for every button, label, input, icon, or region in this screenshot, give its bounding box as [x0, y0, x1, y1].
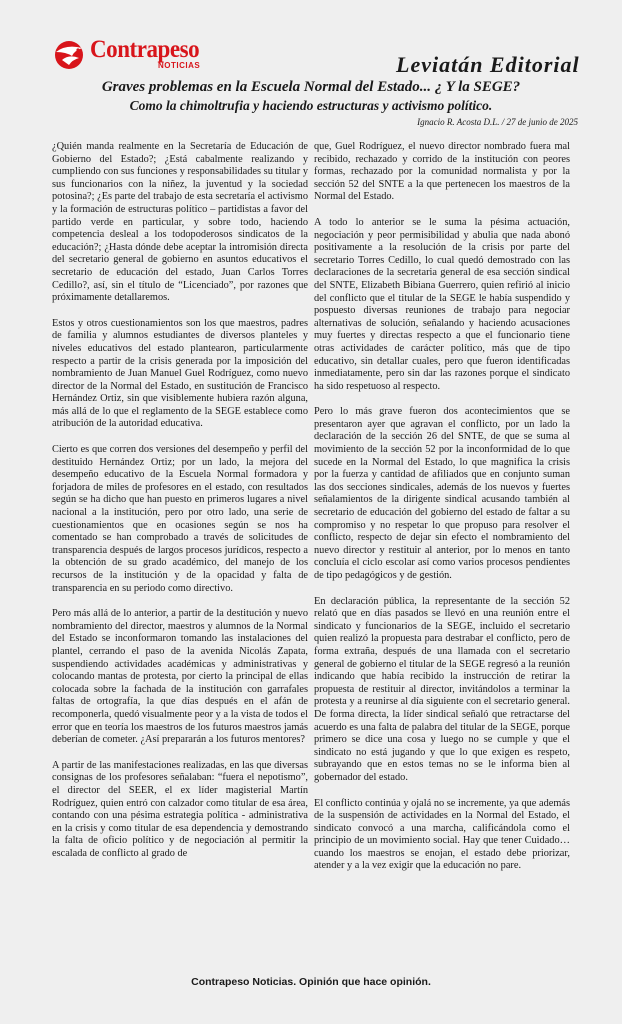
section-name: Leviatán Editorial [396, 52, 580, 77]
article-title: Graves problemas en la Escuela Normal del Estado... ¿ Y la SEGE? [101, 79, 521, 95]
paragraph: que, Guel Rodríguez, el nuevo director nombrado fuera mal recibido, rechazado y corrido de la institución con peores formas, rechazado por la comunidad normalista y por la sección 52 del SNTE a la que pertenecen los maestros de la Normal del Estado. [314, 141, 570, 203]
left-column [52, 141, 308, 873]
header [0, 0, 622, 142]
paragraph: ¿Quién manda realmente en la Secretaría de Educación de Gobierno del Estado?; ¿Está cabalmente realizando y cumpliendo con sus funciones y responsabilidades su titular y sus funcionarios con la niñez, la juventud y la sociedad potosina?; ¿Es parte del trabajo de esta secretaría el activismo y la formación de estructuras político – partidistas a favor del partido verde en particular, y sobre todo, haciendo competencia desleal a los todopoderosos sindicatos de la educación?; ¿Hasta dónde debe aceptar la intromisión directa del secretario general de gobierno en asuntos educativos el secretario de educación del estado, Juan Carlos Torres Cedillo?, así, sin el título de “Licenciado”, por razones que próximamente detallaremos. [52, 141, 308, 304]
paragraph: A todo lo anterior se le suma la pésima actuación, negociación y peor permisibilidad y abulia que nada abonó positivamente a la resolución de la crisis por parte del secretario Torres Cedillo, lo cual quedó demostrado con las declaraciones de la secretaria general de esa sección sindical del SNTE, Elizabeth Bibiana Guerrero, quien refirió al inicio del conflicto que el titular de la SEGE le había suspendido y pospuesto diversas reuniones de trabajo para negociar alternativas de solución, señalando y haciendo acusaciones muy fuertes y directas respecto a que el funcionario tiene otras actividades de carácter político, más que de tipo educativo, sin detallar cuales, pero que fueron identificadas inmediatamente, pero sin dar las razones porque el sindicato ha sido respetuoso al respecto. [314, 216, 570, 392]
paragraph: Pero lo más grave fueron dos acontecimientos que se presentaron ayer que agravan el conflicto, por un lado la declaración de la sección 26 del SNTE, de que se suma al movimiento de la sección 52 por la inconformidad de lo que sucede en la Normal del Estado, lo que magnifica la crisis por la fuerza y cantidad de afiliados que en conjunto suman las dos secciones sindicales, además de los nuevos y fuertes señalamientos de la dirigente sindical acusando también al secretario de educación del gobierno del estado de faltar a su compromiso y no respetar lo que propuso para resolver el conflicto, respecto de dejar sin efecto el nombramiento del nuevo director y restituir al anterior, por lo menos en tanto concluía el ciclo escolar así como varios procesos pendientes de tipo pedagógicos y de gestión. [314, 406, 570, 581]
footer-tagline: Contrapeso Noticias. Opinión que hace opinión. [191, 976, 431, 988]
paragraph: Pero más allá de lo anterior, a partir de la destitución y nuevo nombramiento del director, maestros y alumnos de la Normal del Estado se inconformaron tomando las instalaciones del plantel, cerrando el paso de la avenida Nicolás Zapata, suspendiendo actividades académicas y administrativas y colocando mantas de protesta, por cierto la principal de ellas colocada sobre la fachada de la institución con garrafales faltas de ortografía, la que días después en el afán de recomponerla, quedó visualmente peor y a la vista de todos el error que en teoría los maestros de los futuros maestros jamás deberían de cometer. ¿Así prepararán a los futuros mentores? [52, 608, 308, 746]
paragraph: Estos y otros cuestionamientos son los que maestros, padres de familia y alumnos estudiantes de diversos planteles y niveles educativos del estado plantearon, particularmente respecto a partir de la crisis generada por la imposición del nombramiento de Juan Manuel Guel Rodríguez, como nuevo director de la Normal del Estado, en sustitución de Francisco Hernández Ortiz, sin que visiblemente hubiera razón alguna, más allá de lo que el reglamento de la SEGE establece como atribución de la autoridad educativa. [52, 317, 308, 430]
byline: Ignacio R. Acosta D.L. / 27 de junio de 2025 [417, 117, 578, 127]
logo[interactable] [52, 36, 212, 74]
bird-logo-icon [52, 38, 88, 70]
article-subtitle: Como la chimoltrufia y haciendo estructuras y activismo político. [129, 98, 493, 113]
paragraph: A partir de las manifestaciones realizadas, en las que diversas consignas de los profesores señalaban: “fuera el nepotismo”, el director del SEER, el ex líder magisterial Martín Rodríguez, quien entró con calzador como titular de esa área, contando con una pésima estrategia política - administrativa en la crisis y como titular de esa dependencia y demostrando la falta de oficio político y de negociación al permitir la escalada de conflicto al grado de [52, 759, 308, 859]
paragraph: El conflicto continúa y ojalá no se incremente, ya que además de la suspensión de actividades en la Normal del Estado, el sindicato convocó a una marcha, calificándola como el principio de un movimiento social. Hay que tener Cuidado…cuando los maestros se enojan, el estado debe priorizar, atender y a la vez exigir que la educación no pare. [314, 797, 570, 872]
logo-text: Contrapeso [90, 36, 200, 63]
right-column [314, 141, 570, 886]
paragraph: En declaración pública, la representante de la sección 52 relató que en días pasados se llevó en una reunión entre el sindicato y funcionarios de la SEGE, incluido el secretario quien realizó la propuesta para destrabar el conflicto, pero de forma extraña, después de una llamada con el secretario general de gobierno el titular de la SEGE regresó a la reunión indicando que había recibido la instrucción de retirar la propuesta de restituir al director, invitándolos a terminar la protesta y a reunirse al día siguiente con el secretario general. De forma directa, la líder sindical señaló que retractarse del acuerdo es una falta de palabra del titular de la SEGE, porque primero se dice una cosa y luego no se cumple y que el sindicato no está jugando y que lo que exigen es respeto, subrayando que en estos temas no se le informa bien al gobernador del estado. [314, 595, 570, 783]
paragraph: Cierto es que corren dos versiones del desempeño y perfil del destituido Hernández Ortiz; por un lado, la mejora del desempeño educativo de la Escuela Normal formadora y forjadora de miles de profesores en el estado, con resultados según se ha dicho que han puesto en primeros lugares a nivel nacional a la institución, pero por otro lado, una serie de cuestionamientos que en ocasiones según se nos ha comentado se han comprobado a través de solicitudes de transparencia después de largos procesos jurídicos, respecto a la obtención de su grado académico, del manejo de los recursos de la institución y de la opacidad y falta de transparencia en su periodo como directivo. [52, 444, 308, 594]
logo-subtext: NOTICIAS [158, 61, 201, 70]
